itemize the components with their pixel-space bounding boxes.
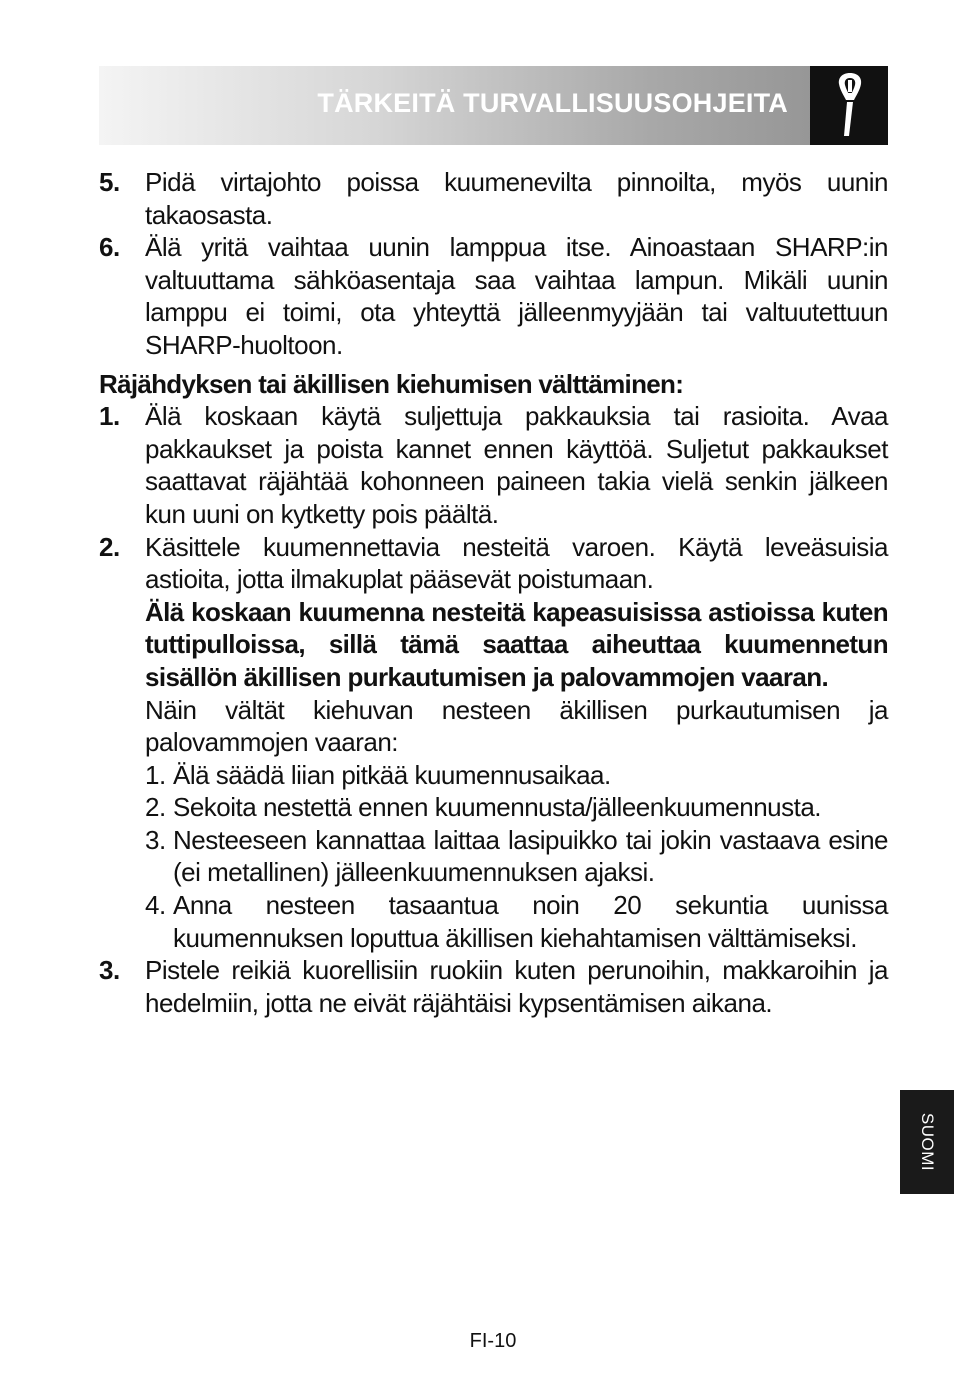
warning-text: Älä koskaan kuumenna nesteitä kapeasuisissa astioissa kuten tuttipulloissa, sillä tämä saattaa aiheuttaa kuumennetun sisällön äkillisen purkautumisen ja palovammojen vaaran. <box>145 596 888 692</box>
item-text: Pidä virtajohto poissa kuumenevilta pinnoilta, myös uunin takaosasta. <box>145 167 888 230</box>
document-body <box>99 166 888 1019</box>
sub-item <box>145 759 888 792</box>
sub-item <box>145 824 888 889</box>
sub-item-text: Anna nesteen tasaantua noin 20 sekuntia uunissa kuumennuksen loputtua äkillisen kiehahtamisen välttämiseksi. <box>173 890 888 953</box>
item-number: 3. <box>99 955 120 986</box>
item-number: 2. <box>99 531 120 562</box>
section-title: TÄRKEITÄ TURVALLISUUSOHJEITA <box>317 88 788 118</box>
item-text: Älä yritä vaihtaa uunin lamppua itse. Ainoastaan SHARP:in valtuuttama sähköasentaja saa vaihtaa lampun. Mikäli uunin lamppu ei toimi, ota yhteyttä jälleenmyyjään tai valtuutettuun SHARP-huoltoon. <box>145 232 888 360</box>
list-item <box>99 531 888 955</box>
page-number: FI-10 <box>469 1330 517 1352</box>
sub-item-text: Sekoita nestettä ennen kuumennusta/jälleenkuumennusta. <box>173 792 822 823</box>
list-item <box>99 954 888 1019</box>
list-item <box>99 166 888 231</box>
list-item <box>99 400 888 530</box>
sub-item-number: 2. <box>145 792 166 823</box>
sub-item-text: Nesteeseen kannattaa laittaa lasipuikko tai jokin vastaava esine (ei metallinen) jälleenkuumennuksen ajaksi. <box>173 824 888 888</box>
item-number: 6. <box>99 232 120 263</box>
warning-exclamation-icon <box>834 70 866 140</box>
sub-item-number: 4. <box>145 890 166 921</box>
section-header <box>99 66 888 145</box>
sub-item <box>145 791 888 824</box>
language-tab <box>900 1090 954 1194</box>
item-text: Älä koskaan käytä suljettuja pakkauksia tai rasioita. Avaa pakkaukset ja poista kannet ennen käyttöä. Suljetut pakkaukset saattavat räjähtää kohonneen paineen takia vielä senkin jälkeen kun uuni on kytketty pois päältä. <box>145 401 888 529</box>
language-tab-label: SUOMI <box>918 1112 937 1172</box>
item-number: 5. <box>99 167 120 197</box>
item-number: 1. <box>99 401 120 432</box>
section-heading: Räjähdyksen tai äkillisen kiehumisen välttäminen: <box>99 368 684 399</box>
sub-item-number: 3. <box>145 824 166 855</box>
item-text: Pistele reikiä kuorellisiin ruokiin kuten perunoihin, makkaroihin ja hedelmiin, jotta ne eivät räjähtäisi kypsentämisen aikana. <box>145 955 888 1018</box>
item-text: Käsittele kuumennettavia nesteitä varoen. Käytä leveäsuisia astioita, jotta ilmakuplat pääsevät poistumaan. <box>145 531 888 595</box>
intro-text: Näin vältät kiehuvan nesteen äkillisen purkautumisen ja palovammojen vaaran: <box>145 694 888 758</box>
list-item <box>99 231 888 361</box>
sub-item-number: 1. <box>145 759 166 790</box>
sub-item <box>145 889 888 954</box>
sub-item-text: Älä säädä liian pitkää kuumennusaikaa. <box>173 759 611 790</box>
warning-icon-box <box>810 66 888 145</box>
